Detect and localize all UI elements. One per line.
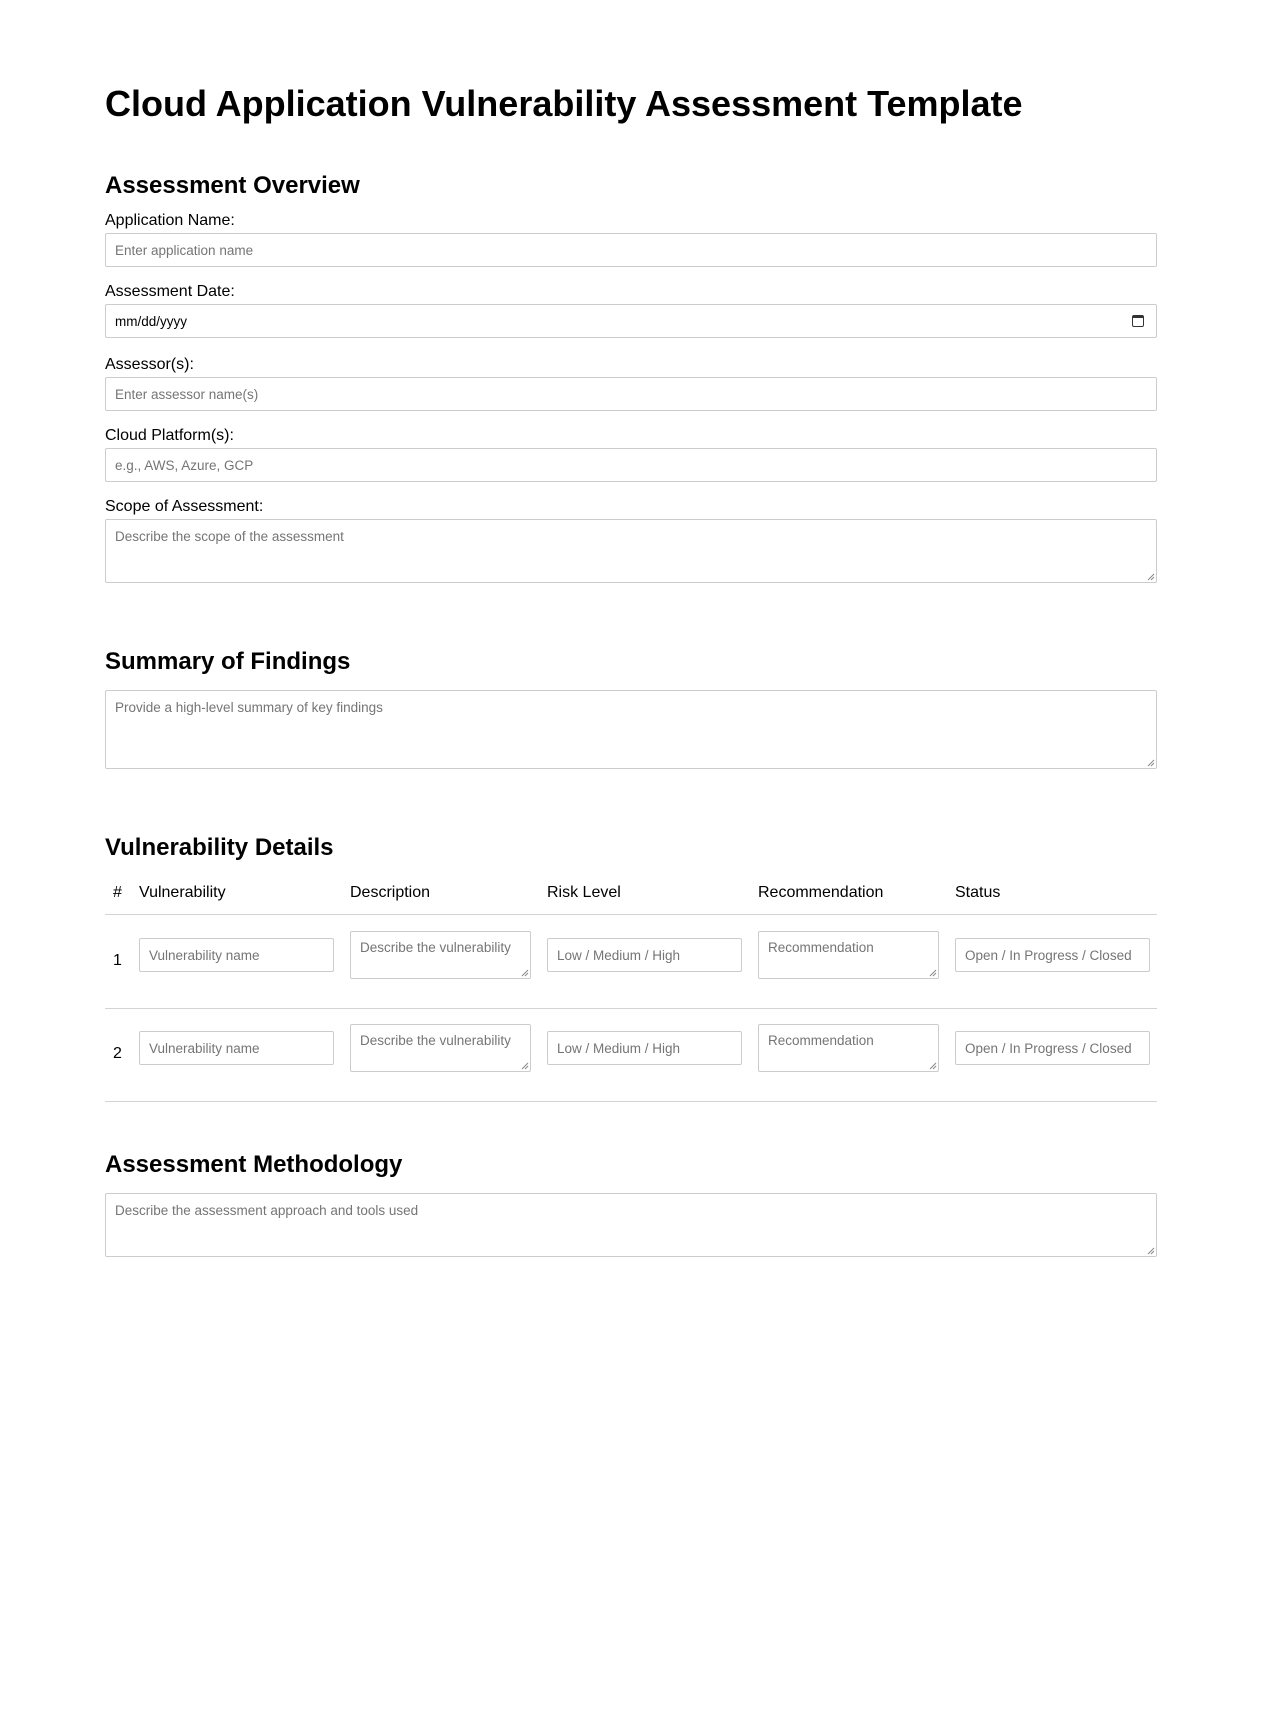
application-name-label: Application Name: xyxy=(105,212,235,229)
risk-level-input[interactable] xyxy=(547,938,742,972)
summary-textarea[interactable] xyxy=(105,690,1157,769)
assessors-input[interactable] xyxy=(105,377,1157,411)
scope-placeholder: Describe the scope of the assessment xyxy=(115,529,344,544)
section-heading-vulnerabilities: Vulnerability Details xyxy=(105,834,334,861)
cloud-platforms-input[interactable] xyxy=(105,448,1157,482)
status-placeholder: Open / In Progress / Closed xyxy=(965,1040,1132,1056)
methodology-textarea[interactable] xyxy=(105,1193,1157,1257)
resize-handle-icon[interactable] xyxy=(929,969,937,977)
description-textarea[interactable] xyxy=(350,931,531,979)
resize-handle-icon[interactable] xyxy=(1147,1247,1155,1255)
resize-handle-icon[interactable] xyxy=(1147,759,1155,767)
row-divider xyxy=(105,1008,1157,1009)
page-title: Cloud Application Vulnerability Assessment Template xyxy=(105,83,1023,124)
recommendation-placeholder: Recommendation xyxy=(768,940,874,955)
resize-handle-icon[interactable] xyxy=(521,969,529,977)
methodology-placeholder: Describe the assessment approach and tools used xyxy=(115,1203,419,1218)
cloud-platforms-placeholder: e.g., AWS, Azure, GCP xyxy=(115,457,254,473)
description-placeholder: Describe the vulnerability xyxy=(360,1033,511,1048)
vulnerability-name-input[interactable] xyxy=(139,1031,334,1065)
status-placeholder: Open / In Progress / Closed xyxy=(965,947,1132,963)
vulnerability-name-placeholder: Vulnerability name xyxy=(149,947,260,963)
risk-level-input[interactable] xyxy=(547,1031,742,1065)
column-header-recommendation: Recommendation xyxy=(758,884,884,901)
resize-handle-icon[interactable] xyxy=(1147,573,1155,581)
vulnerability-name-input[interactable] xyxy=(139,938,334,972)
resize-handle-icon[interactable] xyxy=(929,1062,937,1070)
summary-placeholder: Provide a high-level summary of key findings xyxy=(115,700,383,715)
scope-label: Scope of Assessment: xyxy=(105,498,264,515)
risk-level-placeholder: Low / Medium / High xyxy=(557,947,681,963)
column-header-vulnerability: Vulnerability xyxy=(139,884,226,901)
recommendation-placeholder: Recommendation xyxy=(768,1033,874,1048)
column-header-description: Description xyxy=(350,884,431,901)
recommendation-textarea[interactable] xyxy=(758,1024,939,1072)
scope-textarea[interactable] xyxy=(105,519,1157,583)
assessment-date-input[interactable] xyxy=(105,304,1157,338)
resize-handle-icon[interactable] xyxy=(521,1062,529,1070)
risk-level-placeholder: Low / Medium / High xyxy=(557,1040,681,1056)
assessors-label: Assessor(s): xyxy=(105,356,194,373)
application-name-placeholder: Enter application name xyxy=(115,242,254,258)
section-heading-summary: Summary of Findings xyxy=(105,648,351,675)
column-header-number: # xyxy=(113,884,122,901)
cloud-platforms-label: Cloud Platform(s): xyxy=(105,427,234,444)
assessors-placeholder: Enter assessor name(s) xyxy=(115,386,259,402)
row-number: 1 xyxy=(113,952,122,969)
calendar-icon[interactable] xyxy=(1132,315,1144,327)
application-name-input[interactable] xyxy=(105,233,1157,267)
header-divider xyxy=(105,914,1157,915)
assessment-date-value: mm/dd/yyyy xyxy=(115,313,188,329)
recommendation-textarea[interactable] xyxy=(758,931,939,979)
assessment-date-label: Assessment Date: xyxy=(105,283,235,300)
description-placeholder: Describe the vulnerability xyxy=(360,940,511,955)
section-heading-overview: Assessment Overview xyxy=(105,172,360,199)
column-header-risk-level: Risk Level xyxy=(547,884,621,901)
row-number: 2 xyxy=(113,1045,122,1062)
description-textarea[interactable] xyxy=(350,1024,531,1072)
row-divider xyxy=(105,1101,1157,1102)
status-input[interactable] xyxy=(955,938,1150,972)
vulnerability-name-placeholder: Vulnerability name xyxy=(149,1040,260,1056)
section-heading-methodology: Assessment Methodology xyxy=(105,1151,403,1178)
status-input[interactable] xyxy=(955,1031,1150,1065)
column-header-status: Status xyxy=(955,884,1001,901)
